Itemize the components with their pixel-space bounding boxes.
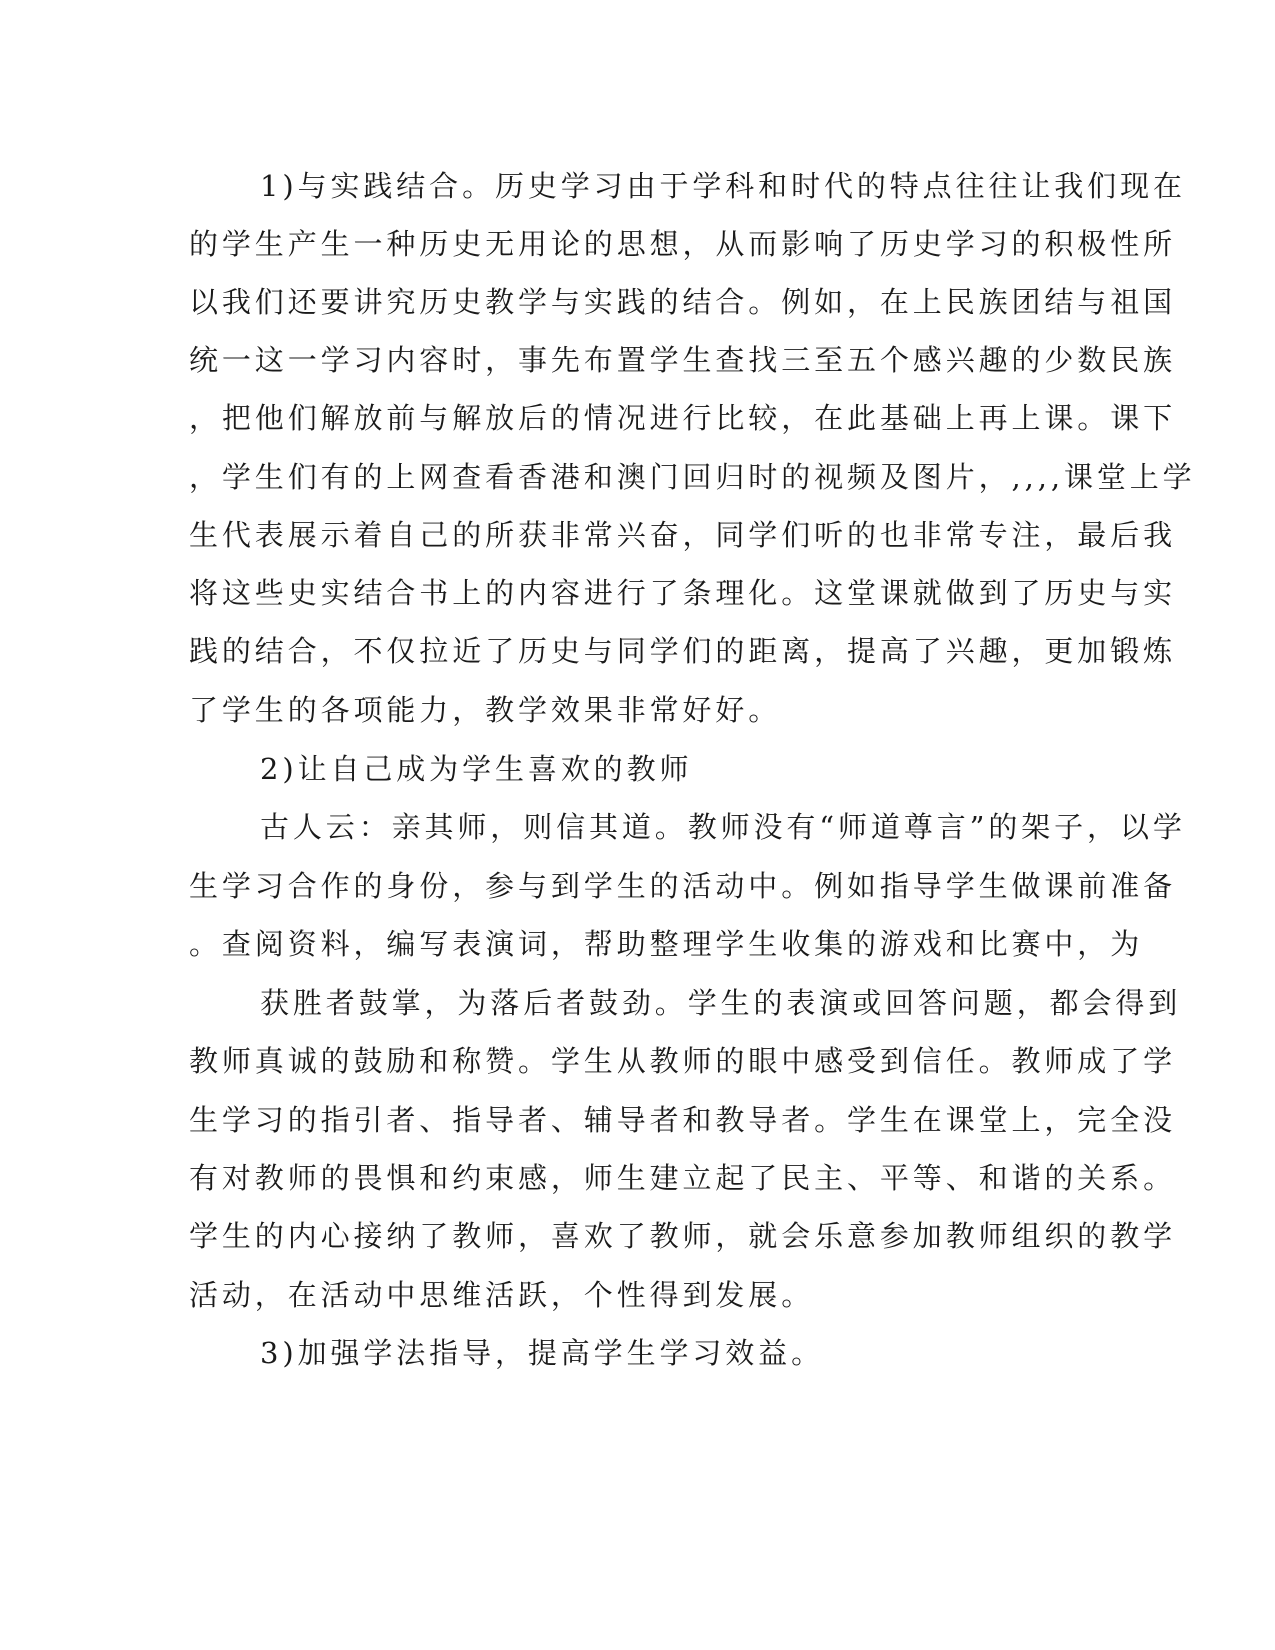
- paragraph-line: 教师真诚的鼓励和称赞。学生从教师的眼中感受到信任。教师成了学: [189, 1044, 1177, 1078]
- paragraph-line: ，学生们有的上网查看香港和澳门回归时的视频及图片，,,,,课堂上学: [189, 460, 1196, 494]
- paragraph-line: 践的结合，不仅拉近了历史与同学们的距离，提高了兴趣，更加锻炼: [189, 634, 1177, 668]
- paragraph-line: 统一这一学习内容时，事先布置学生查找三至五个感兴趣的少数民族: [189, 343, 1177, 377]
- section-heading: 3)加强学法指导，提高学生学习效益。: [260, 1336, 824, 1370]
- paragraph-line: 了学生的各项能力，教学效果非常好好。: [189, 693, 782, 727]
- paragraph-line: ，把他们解放前与解放后的情况进行比较，在此基础上再上课。课下: [189, 401, 1177, 435]
- paragraph-line: 以我们还要讲究历史教学与实践的结合。例如，在上民族团结与祖国: [189, 285, 1177, 319]
- paragraph-line: 获胜者鼓掌，为落后者鼓劲。学生的表演或回答问题，都会得到: [260, 986, 1182, 1020]
- paragraph-line: 古人云：亲其师，则信其道。教师没有“师道尊言”的架子，以学: [260, 810, 1186, 844]
- paragraph-line: 学生的内心接纳了教师，喜欢了教师，就会乐意参加教师组织的教学: [189, 1219, 1177, 1253]
- paragraph-line: 有对教师的畏惧和约束感，师生建立起了民主、平等、和谐的关系。: [189, 1161, 1177, 1195]
- paragraph-line: 生学习合作的身份，参与到学生的活动中。例如指导学生做课前准备: [189, 869, 1177, 903]
- paragraph-line: 。查阅资料，编写表演词，帮助整理学生收集的游戏和比赛中，为: [189, 927, 1144, 961]
- paragraph-line: 的学生产生一种历史无用论的思想，从而影响了历史学习的积极性所: [189, 227, 1177, 261]
- paragraph-line: 1)与实践结合。历史学习由于学科和时代的特点往往让我们现在: [260, 169, 1186, 203]
- paragraph-line: 生学习的指引者、指导者、辅导者和教导者。学生在课堂上，完全没: [189, 1103, 1177, 1137]
- section-heading: 2)让自己成为学生喜欢的教师: [260, 752, 693, 786]
- paragraph-line: 生代表展示着自己的所获非常兴奋，同学们听的也非常专注，最后我: [189, 518, 1177, 552]
- paragraph-line: 将这些史实结合书上的内容进行了条理化。这堂课就做到了历史与实: [189, 576, 1177, 610]
- paragraph-line: 活动，在活动中思维活跃，个性得到发展。: [189, 1278, 815, 1312]
